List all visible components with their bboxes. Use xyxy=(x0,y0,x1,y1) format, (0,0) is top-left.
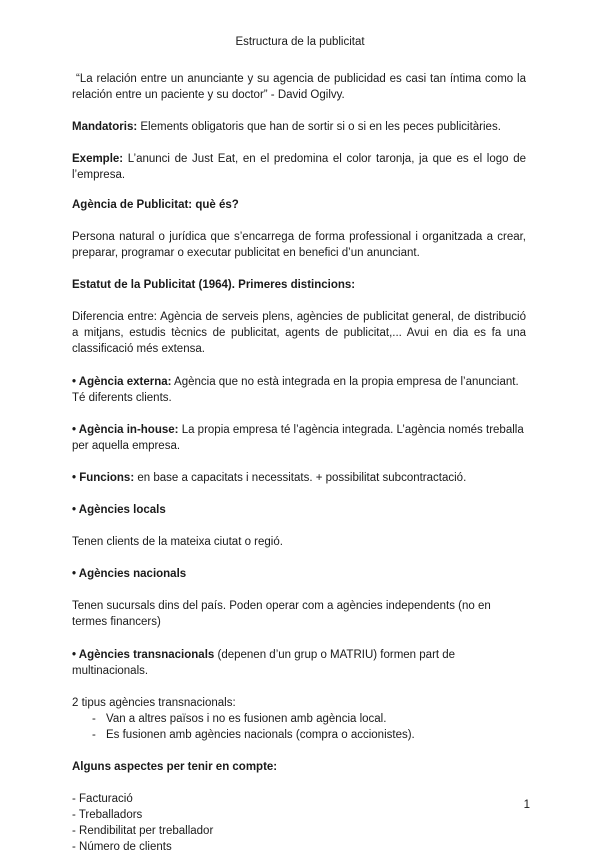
transnacionals-types-list xyxy=(72,711,526,743)
agencia-externa-paragraph xyxy=(72,374,526,406)
agencia-definition: Persona natural o jurídica que s’encarrega de forma professional i organitzada a crear, preparar, programar o executar publicitat en benefici d’un anunciant. xyxy=(72,231,526,259)
agencia-externa-text: Agència que no està integrada en la propia empresa de l’anunciant. Té diferents clients. xyxy=(72,376,519,404)
transnacionals-text: (depenen d’un grup o MATRIU) formen part de multinacionals. xyxy=(72,649,456,677)
agencies-nacionals-text: Tenen sucursals dins del país. Poden operar com a agències independents (no en termes financers) xyxy=(72,600,491,628)
agencies-locals-text: Tenen clients de la mateixa ciutat o regió. xyxy=(72,536,283,548)
agencies-locals-heading: • Agències locals xyxy=(72,504,166,516)
ogilvy-quote: “La relación entre un anunciante y su agencia de publicidad es casi tan íntima como la relación entre un paciente y su doctor” - David Ogilvy. xyxy=(72,73,526,101)
list-item: - Número de clients xyxy=(72,841,172,853)
list-item-text: Van a altres països i no es fusionen amb agència local. xyxy=(106,713,387,725)
agencia-inhouse-paragraph xyxy=(72,422,526,454)
list-item xyxy=(72,711,526,727)
funcions-paragraph xyxy=(72,470,526,486)
agencia-inhouse-term: • Agència in-house: xyxy=(72,424,179,436)
dash-bullet: - xyxy=(92,713,96,725)
mandatoris-text: Elements obligatoris que han de sortir si o si en les peces publicitàries. xyxy=(140,121,501,133)
agencies-nacionals-heading: • Agències nacionals xyxy=(72,568,187,580)
aspectes-heading: Alguns aspectes per tenir en compte: xyxy=(72,761,278,773)
exemple-term: Exemple: xyxy=(72,153,124,165)
exemple-text: L’anunci de Just Eat, en el predomina el color taronja, ja que es el logo de l’empresa. xyxy=(72,153,526,181)
transnacionals-intro: 2 tipus agències transnacionals: xyxy=(72,697,236,709)
transnacionals-term: • Agències transnacionals xyxy=(72,649,215,661)
mandatoris-paragraph xyxy=(72,119,526,135)
aspectes-list xyxy=(72,791,526,855)
funcions-text: en base a capacitats i necessitats. + possibilitat subcontractació. xyxy=(137,472,467,484)
list-item: - Treballadors xyxy=(72,809,143,821)
document-body xyxy=(72,71,526,855)
exemple-paragraph xyxy=(72,151,526,183)
list-item xyxy=(72,727,526,743)
page-header-title: Estructura de la publicitat xyxy=(235,36,365,48)
dash-bullet: - xyxy=(92,729,96,741)
mandatoris-term: Mandatoris: xyxy=(72,121,138,133)
list-item: - Facturació xyxy=(72,793,133,805)
funcions-term: • Funcions: xyxy=(72,472,135,484)
transnacionals-paragraph xyxy=(72,647,526,679)
estatut-text: Diferencia entre: Agència de serveis plens, agències de publicitat general, de distribució a mitjans, estudis tècnics de publicitat, agents de publicitat,... Avui en dia es fa una classificació més extensa. xyxy=(72,311,526,355)
estatut-heading: Estatut de la Publicitat (1964). Primeres distincions: xyxy=(72,279,356,291)
page-number: 1 xyxy=(523,799,530,811)
list-item: - Rendibilitat per treballador xyxy=(72,825,214,837)
agencia-heading: Agència de Publicitat: què és? xyxy=(72,199,239,211)
list-item-text: Es fusionen amb agències nacionals (compra o accionistes). xyxy=(106,729,415,741)
agencia-inhouse-text: La propia empresa té l’agència integrada. L’agència només treballa per aquella empresa. xyxy=(72,424,524,452)
agencia-externa-term: • Agència externa: xyxy=(72,376,172,388)
